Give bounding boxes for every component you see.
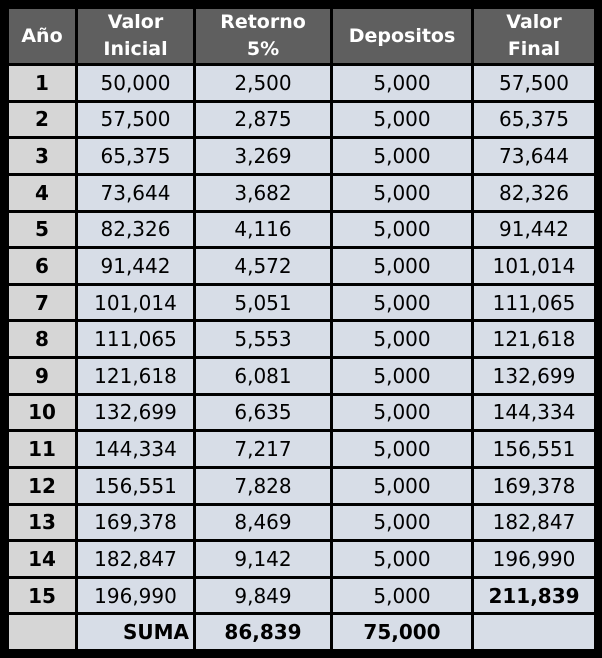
final-value-cell[interactable]: 211,839 [474, 579, 594, 613]
header-return[interactable] [196, 9, 330, 63]
return-cell[interactable]: 4,116 [196, 213, 330, 247]
table-row [9, 579, 594, 613]
summary-return-total[interactable]: 86,839 [196, 615, 330, 649]
deposit-cell[interactable]: 5,000 [333, 542, 471, 576]
initial-value-cell[interactable]: 50,000 [78, 66, 193, 100]
return-cell[interactable]: 2,500 [196, 66, 330, 100]
table-row [9, 176, 594, 210]
initial-value-cell[interactable]: 182,847 [78, 542, 193, 576]
return-cell[interactable]: 3,682 [196, 176, 330, 210]
summary-final-cell[interactable] [474, 615, 594, 649]
return-cell[interactable]: 9,142 [196, 542, 330, 576]
return-cell[interactable]: 5,051 [196, 286, 330, 320]
return-cell[interactable]: 3,269 [196, 139, 330, 173]
deposit-cell[interactable]: 5,000 [333, 579, 471, 613]
table-row [9, 66, 594, 100]
header-final-line1: Valor [506, 11, 562, 33]
initial-value-cell[interactable]: 196,990 [78, 579, 193, 613]
header-year[interactable] [9, 9, 75, 63]
year-cell[interactable]: 9 [9, 359, 75, 393]
year-cell[interactable]: 3 [9, 139, 75, 173]
deposit-cell[interactable]: 5,000 [333, 396, 471, 430]
year-cell[interactable]: 8 [9, 322, 75, 356]
table-row [9, 396, 594, 430]
final-value-cell[interactable]: 169,378 [474, 469, 594, 503]
header-final-value[interactable] [474, 9, 594, 63]
return-cell[interactable]: 6,635 [196, 396, 330, 430]
table-row [9, 506, 594, 540]
table-row [9, 542, 594, 576]
header-row [9, 9, 594, 63]
final-value-cell[interactable]: 144,334 [474, 396, 594, 430]
year-cell[interactable]: 5 [9, 213, 75, 247]
deposit-cell[interactable]: 5,000 [333, 506, 471, 540]
table-row [9, 213, 594, 247]
year-cell[interactable]: 1 [9, 66, 75, 100]
deposit-cell[interactable]: 5,000 [333, 176, 471, 210]
deposit-cell[interactable]: 5,000 [333, 103, 471, 137]
return-cell[interactable]: 5,553 [196, 322, 330, 356]
return-cell[interactable]: 8,469 [196, 506, 330, 540]
deposit-cell[interactable]: 5,000 [333, 322, 471, 356]
header-initial-line1: Valor [107, 11, 164, 33]
initial-value-cell[interactable]: 169,378 [78, 506, 193, 540]
deposit-cell[interactable]: 5,000 [333, 286, 471, 320]
final-value-cell[interactable]: 196,990 [474, 542, 594, 576]
summary-label[interactable]: SUMA [78, 615, 193, 649]
return-cell[interactable]: 2,875 [196, 103, 330, 137]
year-cell[interactable]: 7 [9, 286, 75, 320]
initial-value-cell[interactable]: 121,618 [78, 359, 193, 393]
year-cell[interactable]: 4 [9, 176, 75, 210]
final-value-cell[interactable]: 91,442 [474, 213, 594, 247]
header-final-line2: Final [507, 38, 561, 60]
deposit-cell[interactable]: 5,000 [333, 469, 471, 503]
table-row [9, 359, 594, 393]
final-value-cell[interactable]: 182,847 [474, 506, 594, 540]
table-row [9, 469, 594, 503]
deposit-cell[interactable]: 5,000 [333, 213, 471, 247]
initial-value-cell[interactable]: 132,699 [78, 396, 193, 430]
deposit-cell[interactable]: 5,000 [333, 432, 471, 466]
header-return-line2: 5% [246, 38, 280, 60]
return-cell[interactable]: 7,828 [196, 469, 330, 503]
table-row [9, 103, 594, 137]
year-cell[interactable]: 2 [9, 103, 75, 137]
final-value-cell[interactable]: 57,500 [474, 66, 594, 100]
initial-value-cell[interactable]: 65,375 [78, 139, 193, 173]
initial-value-cell[interactable]: 73,644 [78, 176, 193, 210]
deposit-cell[interactable]: 5,000 [333, 249, 471, 283]
header-return-line1: Retorno [220, 11, 306, 33]
initial-value-cell[interactable]: 101,014 [78, 286, 193, 320]
final-value-cell[interactable]: 121,618 [474, 322, 594, 356]
year-cell[interactable]: 10 [9, 396, 75, 430]
final-value-cell[interactable]: 132,699 [474, 359, 594, 393]
header-initial-line2: Inicial [103, 38, 168, 60]
deposit-cell[interactable]: 5,000 [333, 66, 471, 100]
header-initial-value[interactable] [78, 9, 193, 63]
return-cell[interactable]: 7,217 [196, 432, 330, 466]
header-deposits-label: Depositos [348, 24, 456, 47]
deposit-cell[interactable]: 5,000 [333, 359, 471, 393]
year-cell[interactable]: 11 [9, 432, 75, 466]
header-year-label: Año [21, 24, 63, 47]
table-row [9, 322, 594, 356]
year-cell[interactable]: 13 [9, 506, 75, 540]
summary-deposits-total[interactable]: 75,000 [333, 615, 471, 649]
initial-value-cell[interactable]: 91,442 [78, 249, 193, 283]
return-cell[interactable]: 4,572 [196, 249, 330, 283]
table-row [9, 249, 594, 283]
final-value-cell[interactable]: 73,644 [474, 139, 594, 173]
year-cell[interactable]: 14 [9, 542, 75, 576]
summary-year-cell[interactable] [9, 615, 75, 649]
final-value-cell[interactable]: 65,375 [474, 103, 594, 137]
return-cell[interactable]: 9,849 [196, 579, 330, 613]
year-cell[interactable]: 6 [9, 249, 75, 283]
initial-value-cell[interactable]: 156,551 [78, 469, 193, 503]
header-deposits[interactable] [333, 9, 471, 63]
table-row [9, 139, 594, 173]
table-row [9, 432, 594, 466]
deposit-cell[interactable]: 5,000 [333, 139, 471, 173]
final-value-cell[interactable]: 156,551 [474, 432, 594, 466]
initial-value-cell[interactable]: 144,334 [78, 432, 193, 466]
table-row [9, 286, 594, 320]
investment-table [6, 6, 597, 652]
final-value-cell[interactable]: 111,065 [474, 286, 594, 320]
return-cell[interactable]: 6,081 [196, 359, 330, 393]
final-value-cell[interactable]: 82,326 [474, 176, 594, 210]
initial-value-cell[interactable]: 82,326 [78, 213, 193, 247]
initial-value-cell[interactable]: 111,065 [78, 322, 193, 356]
final-value-cell[interactable]: 101,014 [474, 249, 594, 283]
year-cell[interactable]: 12 [9, 469, 75, 503]
year-cell[interactable]: 15 [9, 579, 75, 613]
initial-value-cell[interactable]: 57,500 [78, 103, 193, 137]
summary-row [9, 615, 594, 649]
